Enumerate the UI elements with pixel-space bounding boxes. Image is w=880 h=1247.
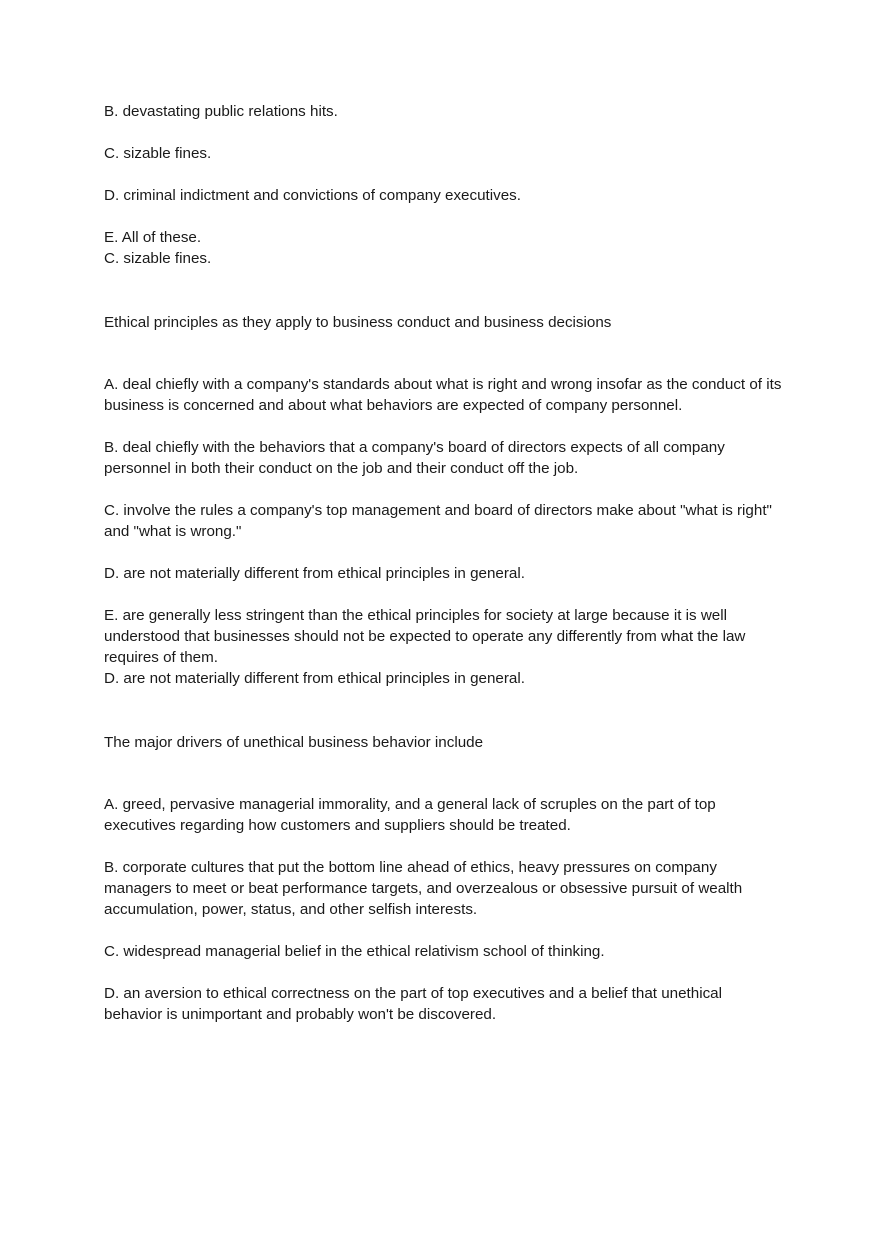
option-d: D. are not materially different from ethical principles in general. (104, 565, 525, 582)
option-b: B. devastating public relations hits. (104, 103, 338, 120)
question-block-3 (104, 732, 784, 1025)
option-e: E. All of these. (104, 229, 202, 246)
option-b: B. deal chiefly with the behaviors that a company's board of directors expects of all company personnel in both their conduct on the job and their conduct off the job. (104, 439, 725, 477)
option-c: C. sizable fines. (104, 145, 212, 162)
question-block-2 (104, 312, 784, 689)
option-b: B. corporate cultures that put the bottom line ahead of ethics, heavy pressures on company managers to meet or beat performance targets, and overzealous or obsessive pursuit of wealth accumulation, power, status, and other selfish interests. (104, 859, 743, 918)
option-a: A. deal chiefly with a company's standards about what is right and wrong insofar as the conduct of its business is concerned and about what behaviors are expected of company personnel. (104, 376, 782, 414)
answer: D. are not materially different from ethical principles in general. (104, 670, 525, 687)
option-a: A. greed, pervasive managerial immorality, and a general lack of scruples on the part of top executives regarding how customers and suppliers should be treated. (104, 796, 716, 834)
option-d: D. criminal indictment and convictions of company executives. (104, 187, 521, 204)
option-e: E. are generally less stringent than the ethical principles for society at large because it is well understood that businesses should not be expected to operate any differently from what the law requires of them. (104, 607, 746, 666)
question-text: Ethical principles as they apply to business conduct and business decisions (104, 314, 612, 331)
option-d: D. an aversion to ethical correctness on the part of top executives and a belief that unethical behavior is unimportant and probably won't be discovered. (104, 985, 722, 1023)
document-page (104, 101, 784, 1025)
answer: C. sizable fines. (104, 250, 212, 267)
option-c: C. involve the rules a company's top management and board of directors make about "what is right" and "what is wrong." (104, 502, 772, 540)
question-text: The major drivers of unethical business behavior include (104, 734, 484, 751)
question-block-1 (104, 101, 784, 269)
option-c: C. widespread managerial belief in the ethical relativism school of thinking. (104, 943, 605, 960)
